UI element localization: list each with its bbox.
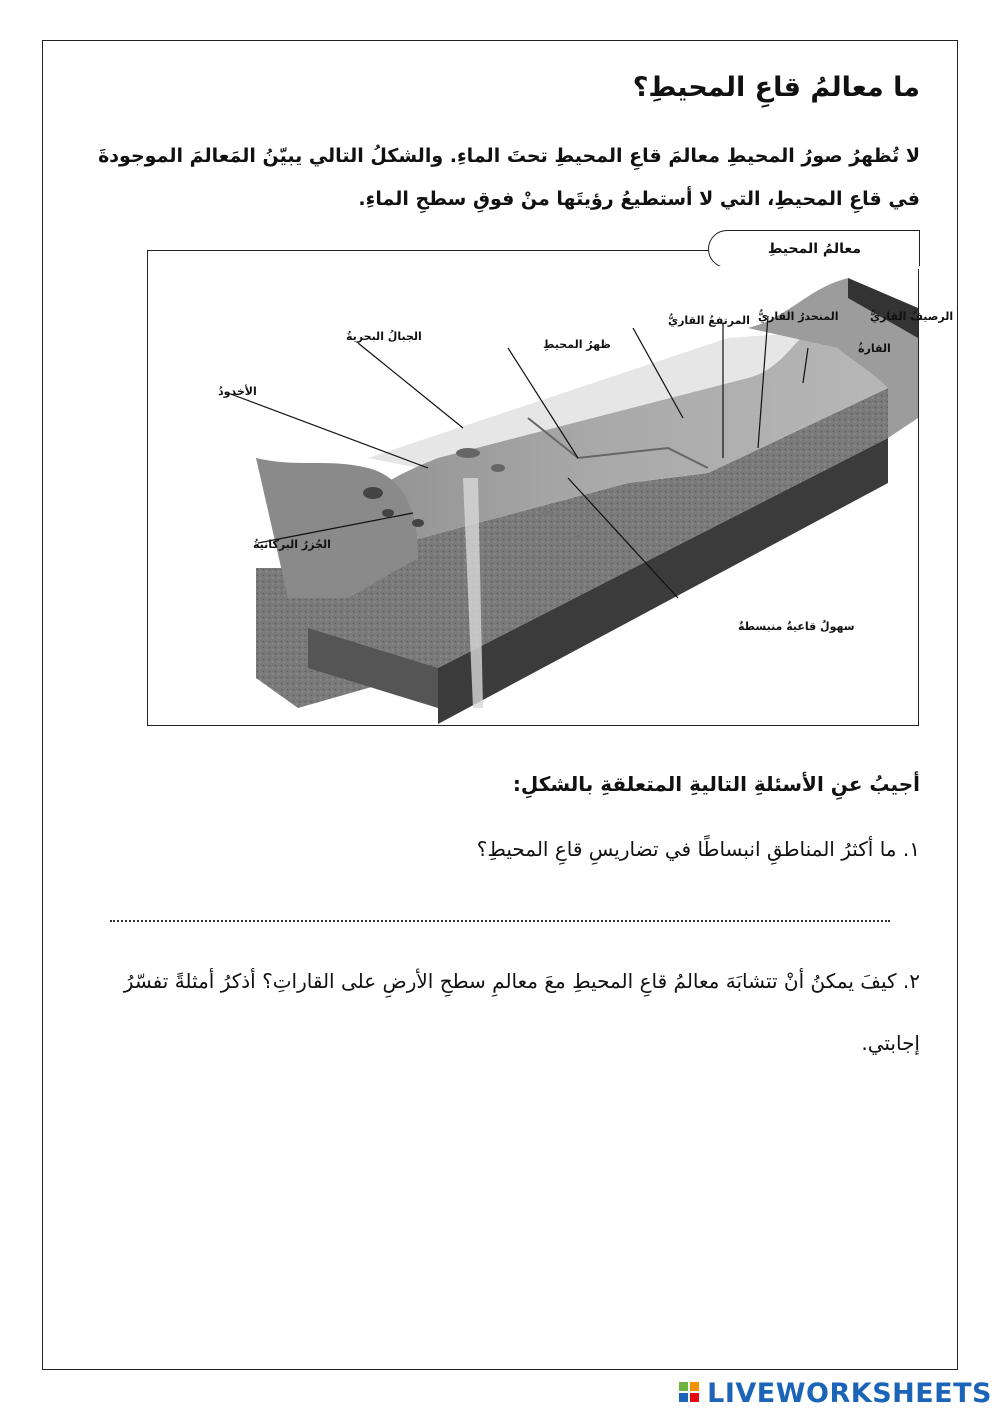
question-number: ٢.: [902, 969, 920, 993]
seamount-dot: [456, 448, 480, 458]
question-2: [80, 950, 920, 1074]
liveworksheets-logo[interactable]: [679, 1378, 992, 1409]
label-seamounts: الجبالُ البحريةُ: [346, 330, 422, 343]
intro-paragraph: لا تُظهرُ صورُ المحيطِ معالمَ قاعِ المحيطِ تحتَ الماءِ. والشكلُ التالي يبيّنُ المَعالمَ الموجودةَ في قاعِ المحيطِ، التي لا أستطيعُ رؤيتَها منْ فوقِ سطحِ الماءِ.: [98, 145, 920, 210]
label-continental-slope: المنحدرُ القاريُّ: [758, 310, 839, 323]
seamount-dot: [572, 535, 584, 541]
label-ocean-ridge: ظهرُ المحيطِ: [543, 338, 611, 351]
seamount-dot: [491, 464, 505, 472]
liveworksheets-brand: LIVEWORKSHEETS: [707, 1378, 992, 1409]
label-abyssal-plains: سهولٌ قاعيةٌ منبسطةٌ: [738, 620, 855, 633]
seamount-dot: [363, 487, 383, 499]
liveworksheets-icon: [679, 1382, 701, 1406]
figure-title: معالمُ المحيطِ: [767, 241, 861, 257]
ocean-floor-diagram: [148, 268, 954, 724]
seamount-dot: [412, 519, 424, 527]
question-text: كيفَ يمكنُ أنْ تتشابَهَ معالمُ قاعِ المحيطِ معَ معالمِ سطحِ الأرضِ على القاراتِ؟ أذكرُ أمثلةً تفسّرُ إجابتي.: [123, 969, 920, 1055]
label-continental-shelf: الرصيفُ القاريُّ: [870, 310, 954, 323]
label-continent: القارةُ: [858, 342, 891, 355]
question-text: ما أكثرُ المناطقِ انبساطًا في تضاريسِ قاعِ المحيطِ؟: [476, 837, 897, 861]
answer-line[interactable]: [110, 920, 890, 922]
label-continental-rise: المرتفعُ القاريُّ: [668, 314, 750, 327]
questions-instruction: أجيبُ عنِ الأسئلةِ التاليةِ المتعلقةِ بالشكلِ:: [512, 772, 920, 796]
question-number: ١.: [902, 837, 920, 861]
seamount-dot: [382, 509, 394, 517]
question-1: [477, 837, 920, 861]
figure-title-tab: [708, 230, 920, 268]
label-volcanic-islands: الجُزرُ البركانيةُ: [253, 538, 331, 551]
page-title: ما معالمُ قاعِ المحيطِ؟: [632, 72, 920, 103]
label-trench: الأخدودُ: [218, 385, 257, 398]
seamount-dot: [542, 510, 554, 516]
